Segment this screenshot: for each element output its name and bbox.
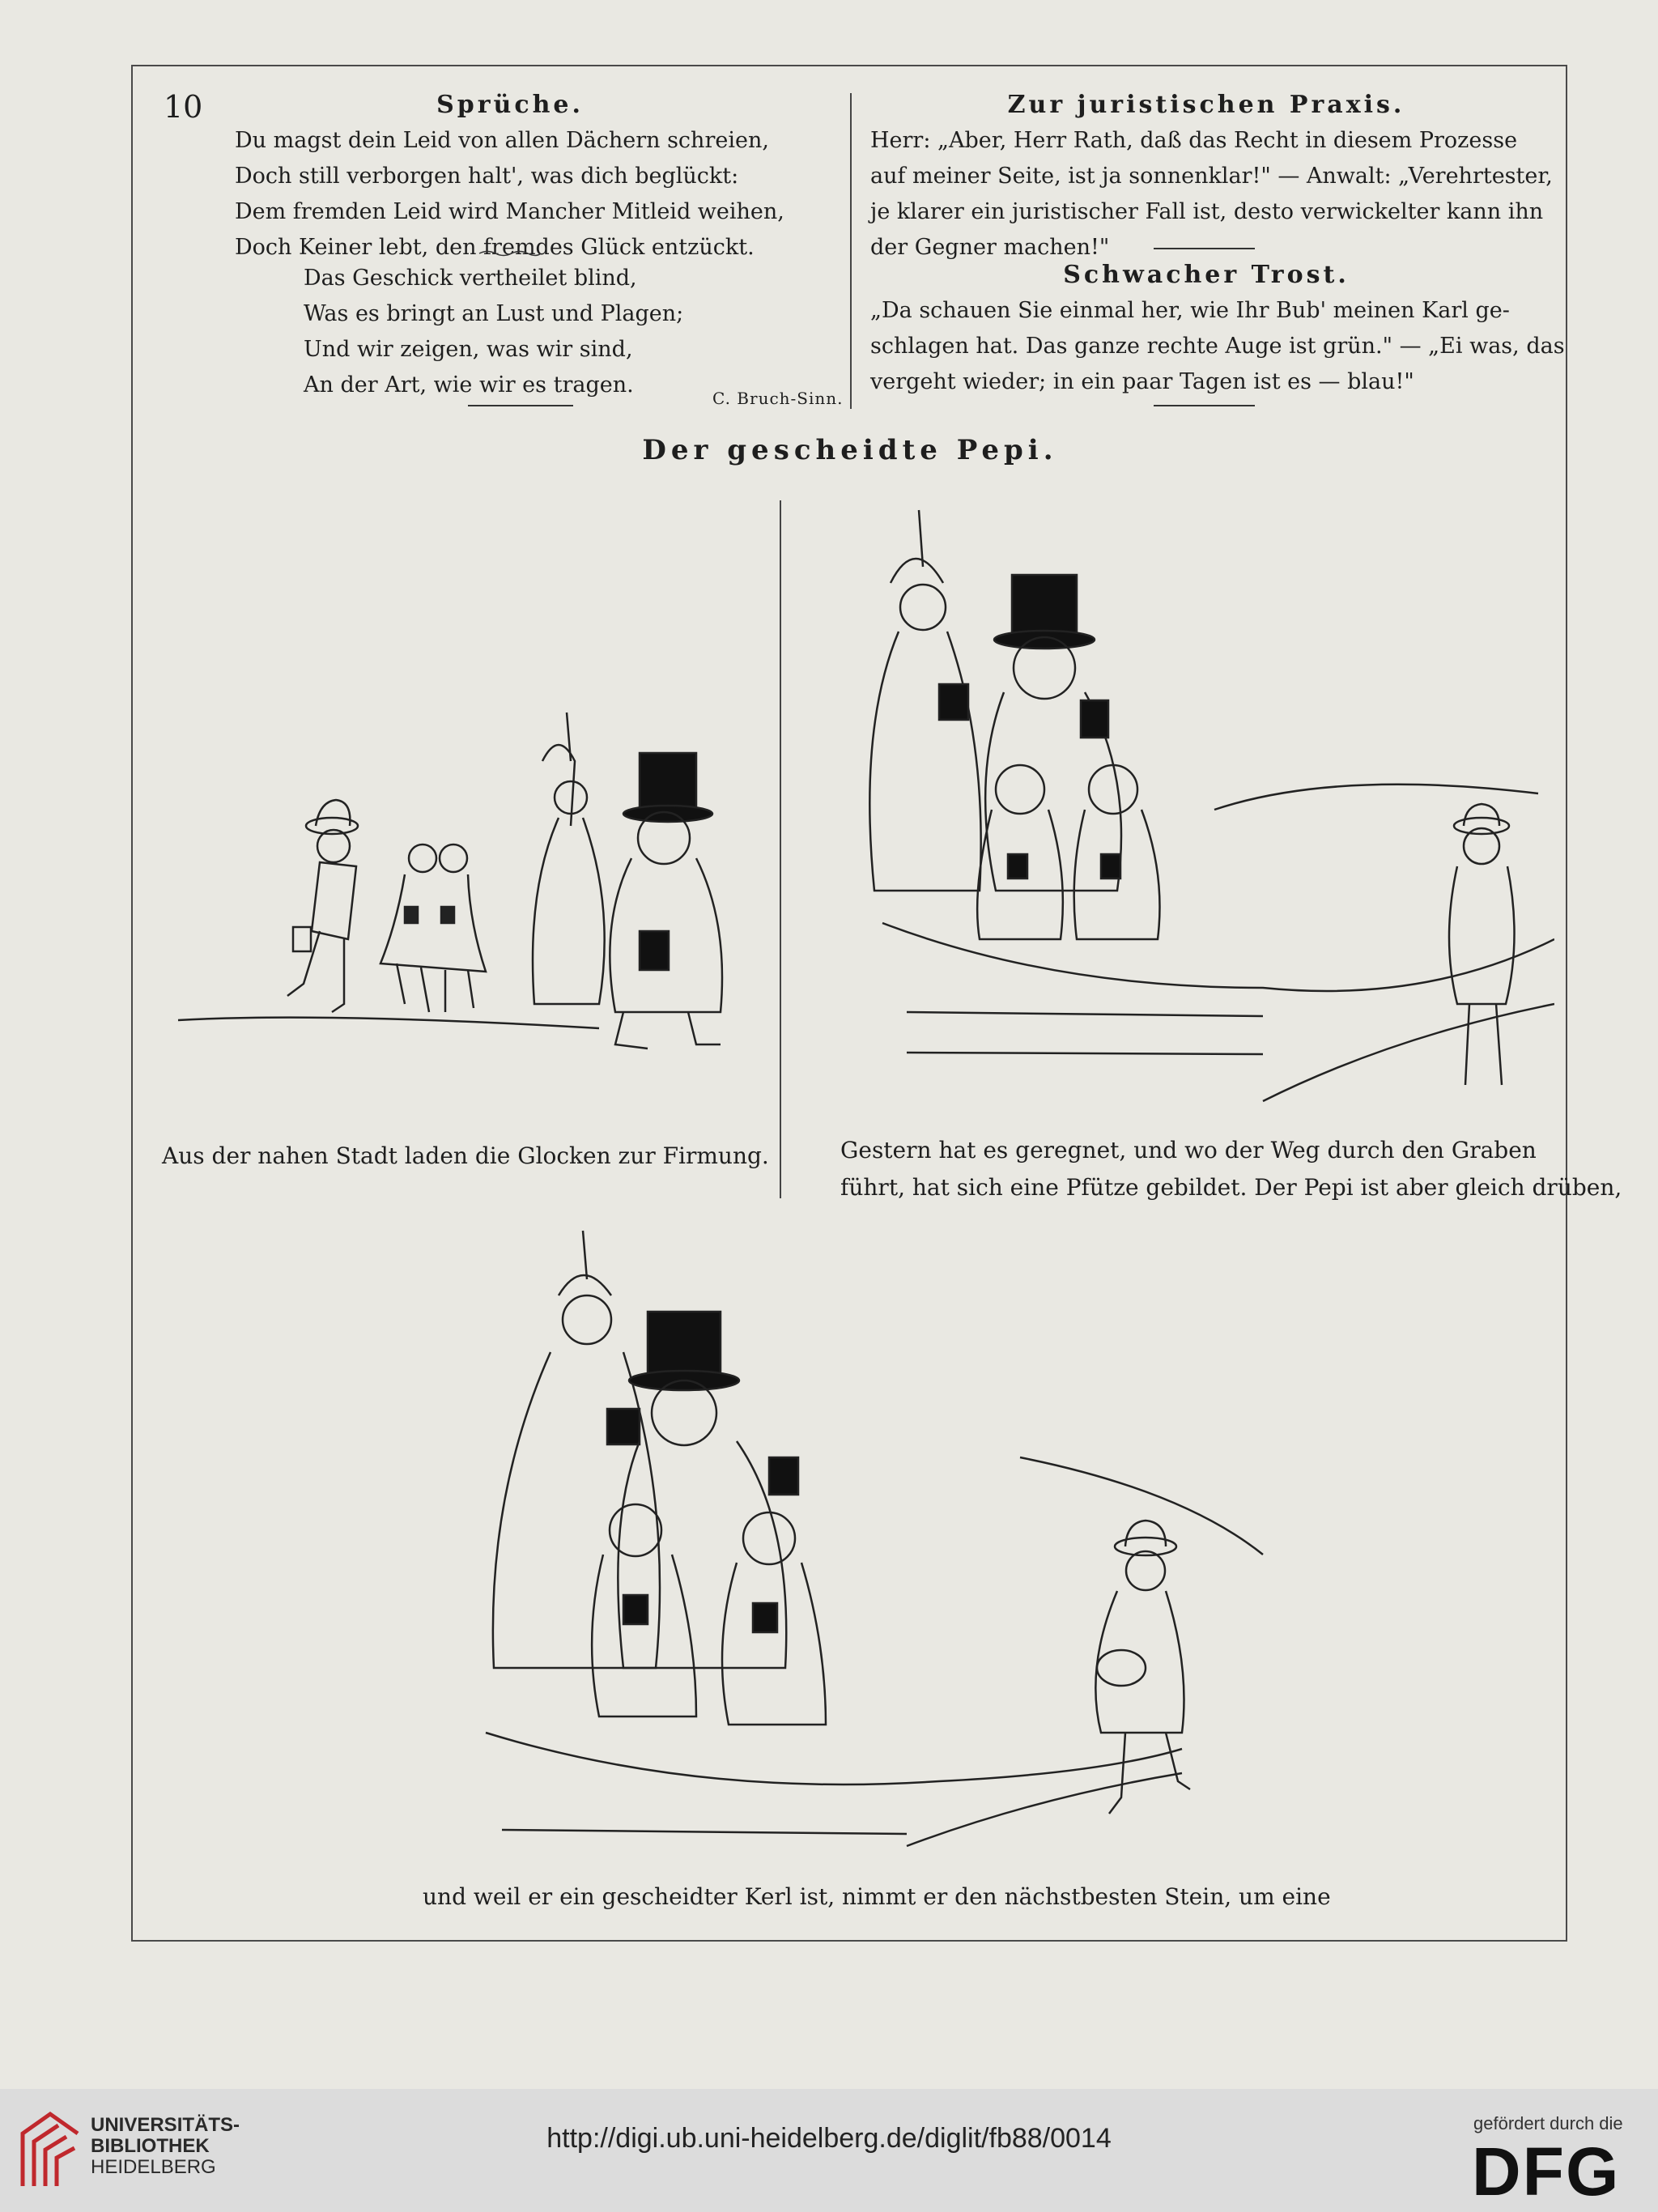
illustration-panel-3 — [453, 1214, 1360, 1862]
panel-divider — [780, 500, 781, 1198]
praxis-title: Zur juristischen Praxis. — [1007, 91, 1405, 119]
illustration-panel-1 — [162, 664, 777, 1085]
ornament-divider — [478, 249, 542, 257]
dfg-logo: DFG — [1472, 2133, 1621, 2210]
caption-panel-3: und weil er ein gescheidter Kerl ist, nimmt er den nächstbesten Stein, um eine — [423, 1883, 1331, 1910]
funded-by-label: gefördert durch die — [1473, 2113, 1623, 2133]
trost-title: Schwacher Trost. — [1063, 261, 1350, 289]
caption-panel-2: Gestern hat es geregnet, und wo der Weg durch den Graben führt, hat sich eine Pfütze gebildet. Der Pepi ist aber gleich drüben, — [840, 1137, 1622, 1201]
spruche-stanza-2: Das Geschick vertheilet blind, Was es bringt an Lust und Plagen; Und wir zeigen, was wir sind, An der Art, wie wir es tragen. — [304, 266, 684, 398]
right-end-rule — [1154, 405, 1255, 406]
page-number: 10 — [164, 89, 203, 125]
caption-panel-1: Aus der nahen Stadt laden die Glocken zur Firmung. — [162, 1142, 769, 1169]
trost-text: „Da schauen Sie einmal her, wie Ihr Bub' meinen Karl ge- schlagen hat. Das ganze rechte Auge ist grün." — „Ei was, das vergeht wieder; in ein paar Tagen ist es — blau!" — [870, 298, 1565, 394]
source-url-link[interactable]: http://digi.ub.uni-heidelberg.de/diglit/fb88/0014 — [546, 2123, 1112, 2154]
column-divider — [850, 93, 852, 409]
story-title: Der gescheidte Pepi. — [642, 434, 1058, 466]
illustration-panel-2 — [810, 486, 1554, 1117]
signature: C. Bruch-Sinn. — [712, 389, 844, 408]
spruche-title: Sprüche. — [436, 91, 584, 119]
library-name: UNIVERSITÄTS- BIBLIOTHEK HEIDELBERG — [91, 2114, 240, 2178]
left-end-rule — [468, 405, 573, 406]
mid-rule — [1154, 248, 1255, 249]
praxis-text: Herr: „Aber, Herr Rath, daß das Recht in diesem Prozesse auf meiner Seite, ist ja sonnenklar!" — Anwalt: „Verehrtester, je klarer ein juristischer Fall ist, desto verwickelter kann ihn der Gegner machen!" — [870, 128, 1553, 260]
spruche-stanza-1: Du magst dein Leid von allen Dächern schreien, Doch still verborgen halt', was dich beglückt: Dem fremden Leid wird Mancher Mitleid weihen, Doch Keiner lebt, den fremdes Glück entzückt. — [235, 128, 784, 260]
